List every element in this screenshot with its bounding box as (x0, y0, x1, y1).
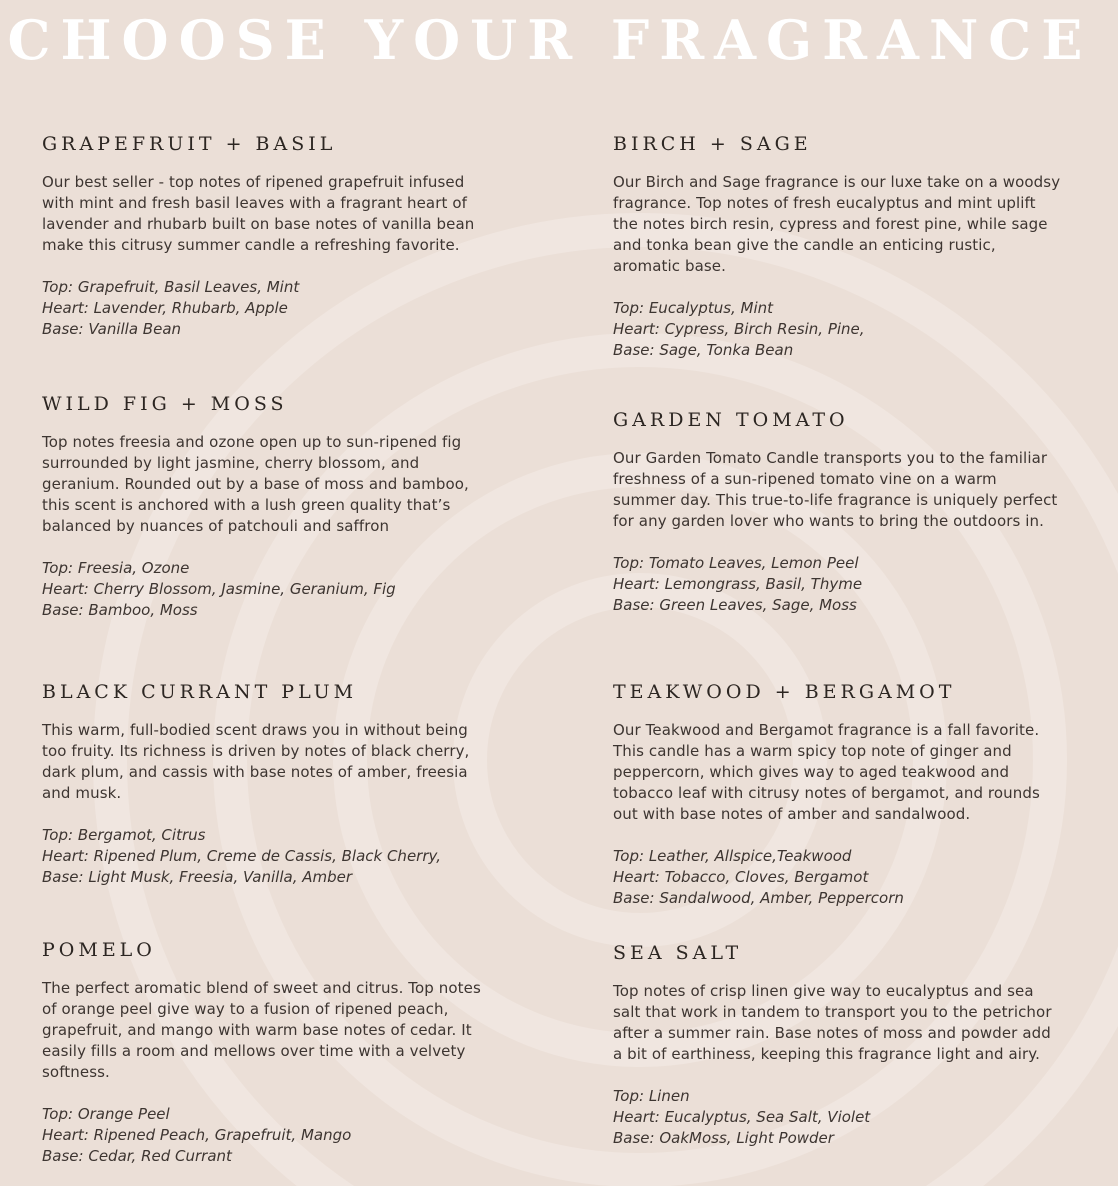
page-title: CHOOSE YOUR FRAGRANCE (7, 8, 1093, 72)
top-notes: Top: Tomato Leaves, Lemon Peel (613, 554, 859, 572)
top-notes: Top: Linen (613, 1087, 690, 1105)
fragrance-name: GARDEN TOMATO (613, 409, 849, 431)
fragrance-description: The perfect aromatic blend of sweet and citrus. Top notes of orange peel give way to a fusion of ripened peach, grapefruit, and mango with warm base notes of cedar. It easily fills a room and mellows over time with a velvety softness. (42, 979, 481, 1081)
fragrance-teakwood-bergamot (613, 680, 1063, 909)
fragrance-description: Our Teakwood and Bergamot fragrance is a fall favorite. This candle has a warm spicy top note of ginger and peppercorn, which gives way to aged teakwood and tobacco leaf with citrusy notes of bergamot, and rounds out with base notes of amber and sandalwood. (613, 721, 1040, 823)
fragrance-description: Our Garden Tomato Candle transports you to the familiar freshness of a sun-ripened tomato vine on a warm summer day. This true-to-life fragrance is uniquely perfect for any garden lover who wants to bring the outdoors in. (613, 449, 1058, 530)
base-notes: Base: Sandalwood, Amber, Peppercorn (613, 889, 904, 907)
base-notes: Base: OakMoss, Light Powder (613, 1129, 834, 1147)
heart-notes: Heart: Eucalyptus, Sea Salt, Violet (613, 1108, 871, 1126)
fragrance-birch-sage (613, 132, 1063, 361)
fragrance-name: BIRCH + SAGE (613, 133, 812, 155)
fragrance-grapefruit-basil (42, 132, 492, 340)
heart-notes: Heart: Ripened Peach, Grapefruit, Mango (42, 1126, 352, 1144)
fragrance-notes (42, 825, 492, 888)
heart-notes: Heart: Cherry Blossom, Jasmine, Geranium, Fig (42, 580, 396, 598)
base-notes: Base: Light Musk, Freesia, Vanilla, Amber (42, 868, 353, 886)
fragrance-name: POMELO (42, 939, 156, 961)
base-notes: Base: Bamboo, Moss (42, 601, 198, 619)
fragrance-garden-tomato (613, 408, 1063, 616)
fragrance-black-currant-plum (42, 680, 492, 888)
fragrance-notes (42, 1104, 492, 1167)
fragrance-name: WILD FIG + MOSS (42, 393, 288, 415)
top-notes: Top: Orange Peel (42, 1105, 170, 1123)
base-notes: Base: Green Leaves, Sage, Moss (613, 596, 857, 614)
top-notes: Top: Leather, Allspice,Teakwood (613, 847, 852, 865)
fragrance-description: Our Birch and Sage fragrance is our luxe take on a woodsy fragrance. Top notes of fresh eucalyptus and mint uplift the notes birch resin, cypress and forest pine, while sage and tonka bean give the candle an enticing rustic, aromatic base. (613, 173, 1061, 275)
fragrance-notes (42, 558, 492, 621)
top-notes: Top: Freesia, Ozone (42, 559, 190, 577)
fragrance-description: Top notes freesia and ozone open up to sun-ripened fig surrounded by light jasmine, cherry blossom, and geranium. Rounded out by a base of moss and bamboo, this scent is anchored with a lush green quality that’s balanced by nuances of patchouli and saffron (42, 433, 469, 535)
fragrance-wild-fig-moss (42, 392, 492, 621)
top-notes: Top: Bergamot, Citrus (42, 826, 206, 844)
fragrance-pomelo (42, 938, 492, 1167)
fragrance-description: This warm, full-bodied scent draws you in without being too fruity. Its richness is driven by notes of black cherry, dark plum, and cassis with base notes of amber, freesia and musk. (42, 721, 470, 802)
heart-notes: Heart: Ripened Plum, Creme de Cassis, Black Cherry, (42, 847, 441, 865)
top-notes: Top: Grapefruit, Basil Leaves, Mint (42, 278, 300, 296)
fragrance-sea-salt (613, 941, 1063, 1149)
base-notes: Base: Cedar, Red Currant (42, 1147, 232, 1165)
fragrance-notes (42, 277, 492, 340)
fragrance-notes (613, 298, 1063, 361)
fragrance-notes (613, 1086, 1063, 1149)
fragrance-name: SEA SALT (613, 942, 743, 964)
fragrance-name: TEAKWOOD + BERGAMOT (613, 681, 956, 703)
heart-notes: Heart: Tobacco, Cloves, Bergamot (613, 868, 869, 886)
fragrance-name: GRAPEFRUIT + BASIL (42, 133, 337, 155)
base-notes: Base: Sage, Tonka Bean (613, 341, 794, 359)
heart-notes: Heart: Lavender, Rhubarb, Apple (42, 299, 288, 317)
top-notes: Top: Eucalyptus, Mint (613, 299, 774, 317)
heart-notes: Heart: Lemongrass, Basil, Thyme (613, 575, 863, 593)
fragrance-description: Our best seller - top notes of ripened grapefruit infused with mint and fresh basil leaves with a fragrant heart of lavender and rhubarb built on base notes of vanilla bean make this citrusy summer candle a refreshing favorite. (42, 173, 475, 254)
fragrance-description: Top notes of crisp linen give way to eucalyptus and sea salt that work in tandem to transport you to the petrichor after a summer rain. Base notes of moss and powder add a bit of earthiness, keeping this fragrance light and airy. (613, 982, 1052, 1063)
fragrance-notes (613, 846, 1063, 909)
fragrance-name: BLACK CURRANT PLUM (42, 681, 358, 703)
base-notes: Base: Vanilla Bean (42, 320, 182, 338)
fragrance-notes (613, 553, 1063, 616)
heart-notes: Heart: Cypress, Birch Resin, Pine, (613, 320, 865, 338)
